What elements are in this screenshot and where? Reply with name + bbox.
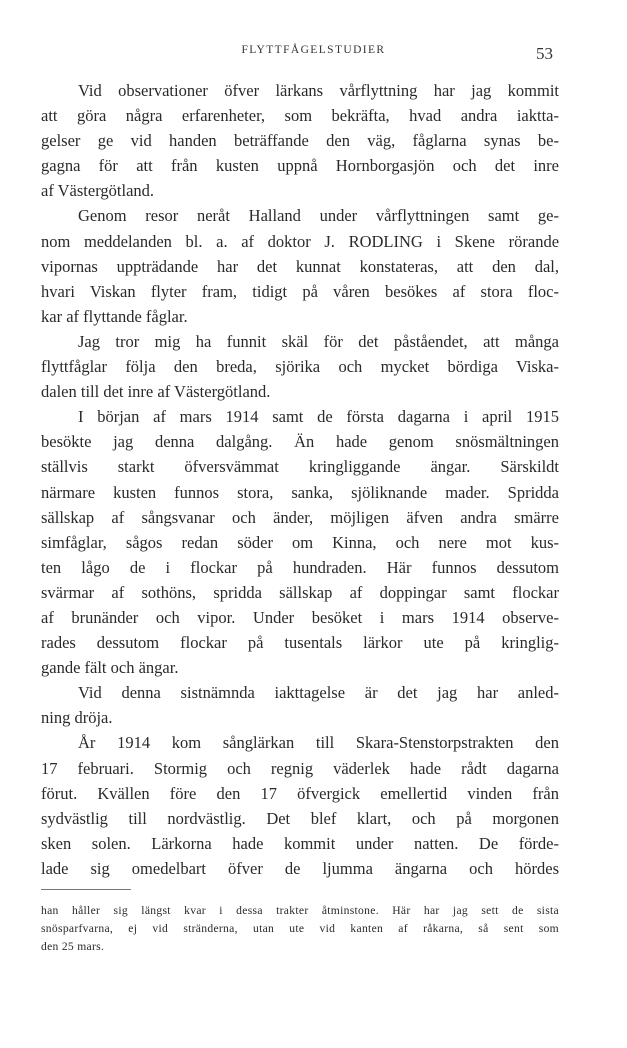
text-fragment: i Skene rörande <box>422 231 560 251</box>
text-line: gagna för att från kusten uppnå Hornborgasjön och det inre <box>41 156 559 176</box>
text-line: af Västergötland. <box>41 181 155 201</box>
text-line: ställvis starkt öfversvämmat kringliggande ängar. Särskildt <box>41 457 559 477</box>
author-name: RODLING <box>348 231 423 251</box>
text-line: att göra några erfarenheter, som bekräfta, hvad andra iaktta- <box>41 106 559 126</box>
text-line: hvari Viskan flyter fram, tidigt på våren besökes af stora floc- <box>41 281 559 301</box>
text-line: af brunänder och vipor. Under besöket i mars 1914 observe- <box>41 607 559 627</box>
text-line: Genom resor neråt Halland under vårflyttningen samt ge- <box>78 206 559 226</box>
text-line: 17 februari. Stormig och regnig väderlek hade rådt dagarna <box>41 758 559 778</box>
text-line: gelser ge vid handen beträffande den väg, fåglarna synas be- <box>41 131 559 151</box>
text-line: vipornas uppträdande har det kunnat konstateras, att den dal, <box>41 256 559 276</box>
text-line: Jag tror mig ha funnit skäl för det påståendet, att många <box>78 331 559 351</box>
text-line: År 1914 kom sånglärkan till Skara-Stenstorpstrakten den <box>78 733 559 753</box>
page-number: 53 <box>536 44 553 63</box>
text-line: ten lågo de i flockar på hundraden. Här funnos dessutom <box>41 557 559 577</box>
text-line: svärmar af sothöns, spridda sällskap af doppingar samt flockar <box>41 582 559 602</box>
text-line: gande fält och ängar. <box>41 658 179 678</box>
text-line: sydvästlig till nordvästlig. Det blef klart, och på morgonen <box>41 808 559 828</box>
text-line: rades dessutom flockar på tusentals lärkor ute på kringlig- <box>41 633 559 653</box>
text-line: simfåglar, sågos redan söder om Kinna, och nere mot kus- <box>41 532 559 552</box>
footnote-line: han håller sig längst kvar i dessa trakter åtminstone. Här har jag sett de sista <box>41 904 559 917</box>
text-fragment: nom meddelanden bl. a. af doktor J. <box>41 231 335 251</box>
text-line: kar af flyttande fåglar. <box>41 306 188 326</box>
footnote <box>41 902 559 956</box>
text-line: dalen till det inre af Västergötland. <box>41 382 271 402</box>
text-line: förut. Kvällen före den 17 öfvergick emellertid vinden från <box>41 783 559 803</box>
text-line: ning dröja. <box>41 708 113 728</box>
text-line: Vid denna sistnämnda iakttagelse är det jag har anled- <box>78 683 559 703</box>
text-line: I början af mars 1914 samt de första dagarna i april 1915 <box>78 407 559 427</box>
text-line: närmare kusten funnos stora, sanka, sjöliknande mader. Spridda <box>41 482 559 502</box>
text-line <box>41 229 559 254</box>
running-title: FLYTTFÅGELSTUDIER <box>241 44 386 56</box>
text-line: lade sig omedelbart öfver de ljumma ängarna och hördes <box>41 858 559 878</box>
footnote-line: den 25 mars. <box>41 940 105 953</box>
text-line: sällskap af sångsvanar och änder, möjligen äfven andra smärre <box>41 507 559 527</box>
text-line: sken solen. Lärkorna hade kommit under natten. De förde- <box>41 833 559 853</box>
footnote-line: snösparfvarna, ej vid stränderna, utan ute vid kanten af råkarna, så sent som <box>41 922 559 935</box>
text-line: Vid observationer öfver lärkans vårflyttning har jag kommit <box>78 81 559 100</box>
footnote-divider <box>41 889 131 890</box>
text-line: flyttfåglar följa den breda, sjörika och mycket bördiga Viska- <box>41 357 559 377</box>
body-text <box>41 78 559 881</box>
text-line: besökte jag denna dalgång. Än hade genom snösmältningen <box>41 432 559 452</box>
